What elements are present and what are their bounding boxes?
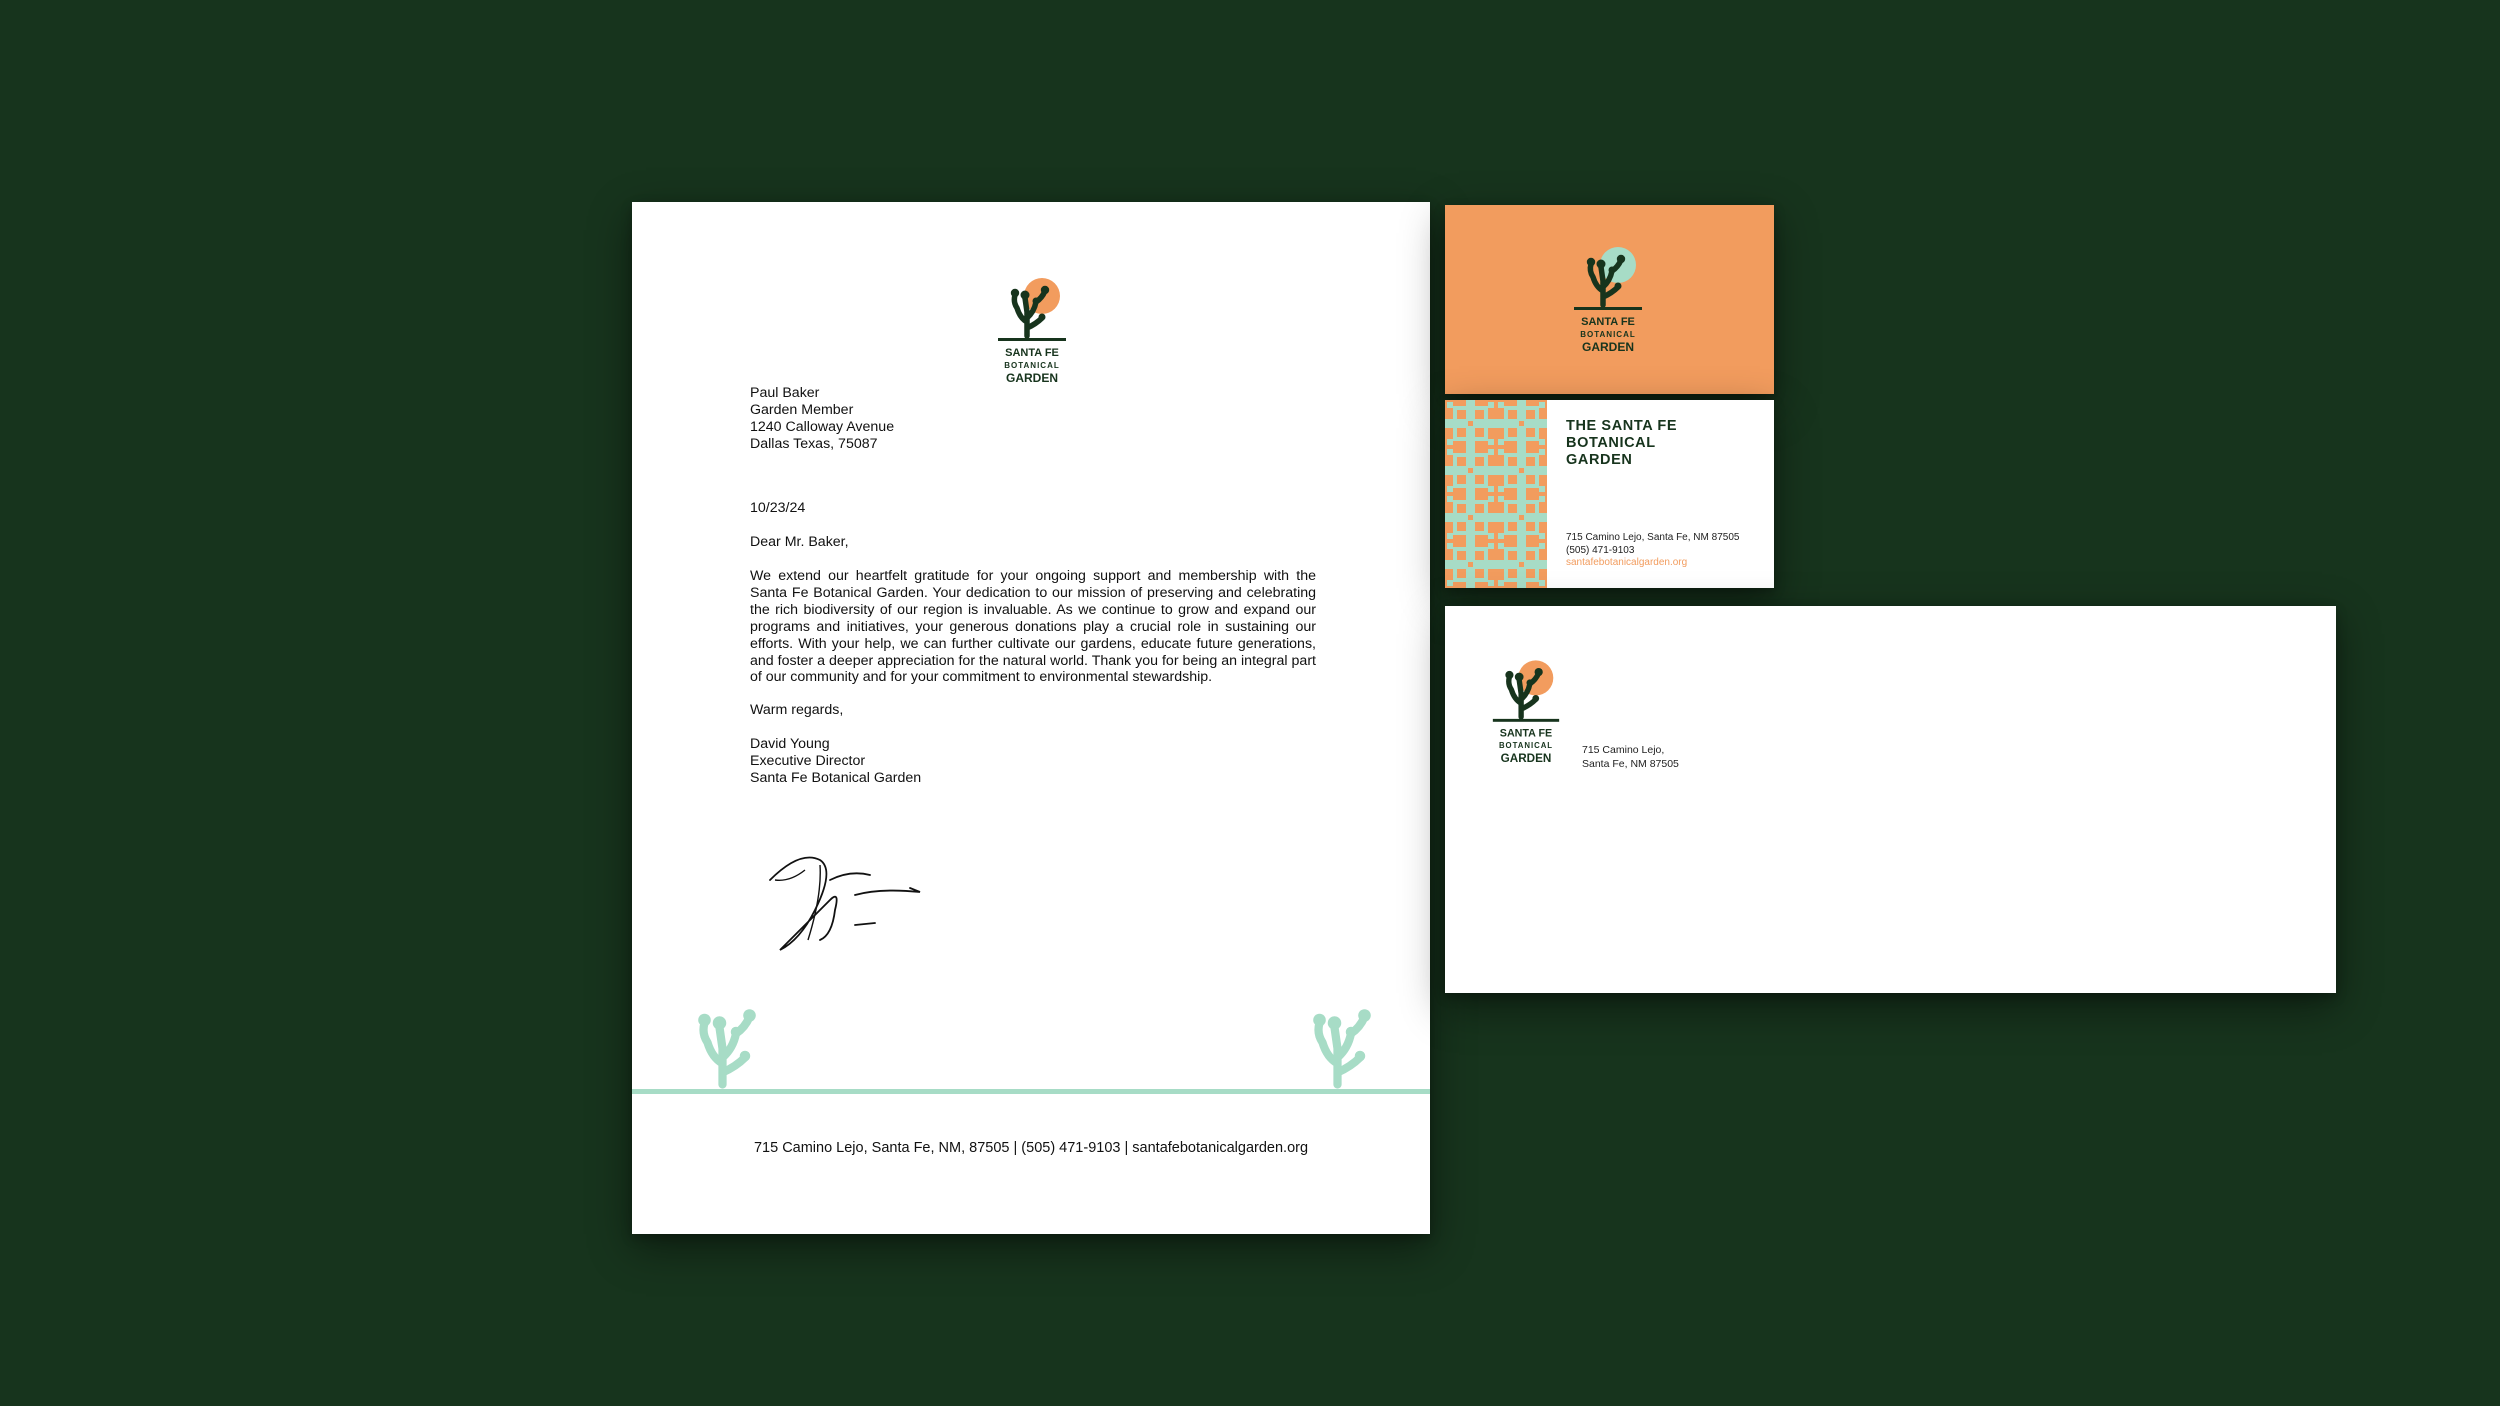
letter-closing: Warm regards, [750, 702, 844, 718]
logo-text-line2: BOTANICAL [1580, 330, 1636, 339]
return-address-line1: 715 Camino Lejo, [1582, 744, 1665, 756]
card-website: santafebotanicalgarden.org [1566, 557, 1688, 569]
recipient-address [750, 385, 894, 453]
sender-organization: Santa Fe Botanical Garden [750, 769, 922, 786]
business-card-front [1445, 205, 1774, 394]
logo-text-line3: GARDEN [1581, 340, 1635, 354]
letter-date: 10/23/24 [750, 500, 806, 516]
letterhead-sheet [632, 202, 1430, 1234]
letter-salutation: Dear Mr. Baker, [750, 534, 849, 550]
logo-text-line2: BOTANICAL [1004, 361, 1060, 370]
santa-fe-logo [1568, 241, 1648, 363]
sender-title: Executive Director [750, 752, 866, 769]
card-title-line3: GARDEN [1566, 452, 1633, 468]
cactus-illustration-right [1294, 997, 1384, 1097]
recipient-name: Paul Baker [750, 385, 820, 401]
logo-text-line2: BOTANICAL [1498, 741, 1554, 751]
footer-divider [632, 1089, 1430, 1094]
envelope [1445, 606, 2336, 993]
signature [760, 840, 945, 955]
letter-footer: 715 Camino Lejo, Santa Fe, NM, 87505 | (505) 471-9103 | santafebotanicalgarden.org [753, 1140, 1309, 1156]
logo-text-line1: SANTA FE [1581, 316, 1635, 328]
card-contact [1566, 532, 1739, 570]
card-phone: (505) 471-9103 [1566, 544, 1635, 556]
card-title-line2: BOTANICAL [1566, 435, 1656, 451]
sender-name: David Young [750, 736, 830, 752]
santa-fe-logo [992, 272, 1072, 394]
recipient-city: Dallas Texas, 75087 [750, 435, 878, 452]
cactus-illustration-left [679, 997, 769, 1097]
letter-body: We extend our heartfelt gratitude for your ongoing support and membership with the Santa Fe Botanical Garden. Your dedication to our mission of preserving and celebrating the rich biodiversity of our region is invaluable. As we continue to grow and expand our programs and initiatives, your generous donations play a crucial role in sustaining our efforts. With your help, we can further cultivate our gardens, educate future generations, and foster a deeper appreciation for the natural world. Thank you for being an integral part of our community and for your commitment to environmental stewardship. [750, 568, 1316, 686]
logo-text-line3: GARDEN [1005, 371, 1059, 385]
logo-text-line1: SANTA FE [1005, 347, 1059, 359]
card-title-line1: THE SANTA FE [1566, 418, 1678, 434]
return-address-line2: Santa Fe, NM 87505 [1582, 758, 1679, 770]
card-title [1566, 418, 1677, 469]
sender-block [750, 736, 921, 787]
recipient-title: Garden Member [750, 401, 854, 418]
logo-text-line1: SANTA FE [1499, 727, 1553, 740]
geometric-pattern [1445, 400, 1547, 588]
logo-text-line3: GARDEN [1500, 751, 1552, 765]
business-card-back [1445, 400, 1774, 588]
recipient-street: 1240 Calloway Avenue [750, 418, 895, 435]
envelope-return-address [1582, 743, 1679, 771]
santa-fe-logo [1487, 654, 1565, 774]
card-address: 715 Camino Lejo, Santa Fe, NM 87505 [1566, 532, 1740, 543]
